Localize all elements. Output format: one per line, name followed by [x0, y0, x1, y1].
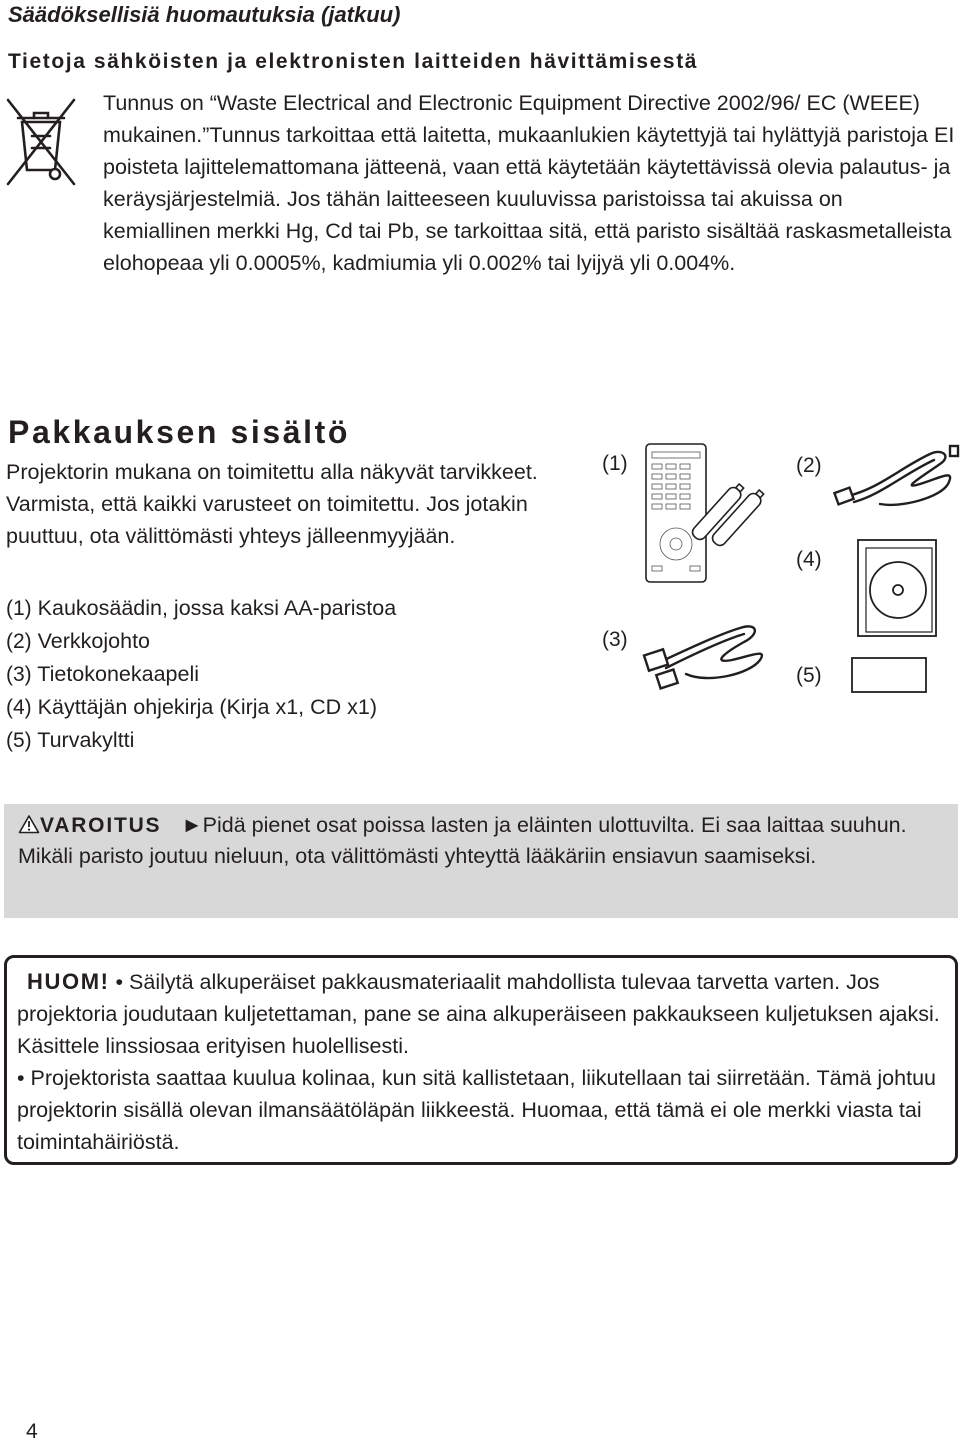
warning-arrow: ►: [181, 813, 203, 837]
list-item: (4) Käyttäjän ohjekirja (Kirja x1, CD x1): [6, 695, 378, 719]
warning-text: Pidä pienet osat poissa lasten ja eläinten ulottuvilta. Ei saa laittaa suuhun. Mikäli paristo joutuu nieluun, ota välittömästi yhteyttä lääkäriin ensiavun saamiseksi.: [18, 813, 907, 868]
remote-control-icon: [646, 444, 706, 582]
illustration-label-3: (3): [602, 628, 628, 651]
page-number: 4: [26, 1420, 38, 1443]
note-box: [4, 955, 958, 1165]
computer-cable-icon: [644, 626, 762, 688]
warning-box: [4, 804, 958, 918]
illustration-label-2: (2): [796, 454, 822, 477]
note-paragraph-1: [17, 966, 945, 1062]
power-cord-icon: [834, 446, 958, 505]
list-item: (2) Verkkojohto: [6, 629, 151, 653]
user-manual-cd-icon: [858, 540, 936, 636]
weee-heading: Tietoja sähköisten ja elektronisten laitteiden hävittämisestä: [8, 50, 699, 73]
warning-triangle-icon: [18, 814, 40, 834]
contents-intro: Projektorin mukana on toimitettu alla näkyvät tarvikkeet. Varmista, että kaikki varusteet on toimitettu. Jos jotakin puuttuu, ota välittömästi yhteys jälleenmyyjään.: [6, 460, 538, 548]
accessories-illustration: [600, 438, 960, 708]
illustration-label-1: (1): [602, 452, 628, 475]
list-item: (1) Kaukosäädin, jossa kaksi AA-paristoa: [6, 596, 397, 620]
contents-heading: Pakkauksen sisältö: [8, 414, 351, 450]
security-label-icon: [852, 658, 926, 692]
note-bullet-1: • Säilytä alkuperäiset pakkausmateriaalit mahdollista tulevaa tarvetta varten. Jos projektoria joudutaan kuljetettaman, pane se aina alkuperäiseen pakkaukseen kuljetuksen ajaksi. Käsittele linssiosaa erityisen huolellisesti.: [17, 970, 940, 1058]
contents-list: [6, 592, 396, 757]
illustration-label-4: (4): [796, 548, 822, 571]
warning-label: VAROITUS: [40, 814, 162, 837]
crossed-out-wheeled-bin-icon: [4, 96, 78, 188]
note-label: HUOM!: [27, 969, 110, 994]
note-bullet-2: • Projektorista saattaa kuulua kolinaa, kun sitä kallistetaan, liikutellaan tai siirretään. Tämä johtuu projektorin sisällä olevan ilmansäätöläpän liikkeestä. Huomaa, että tämä ei ole merkki viasta tai toimintahäiriöstä.: [17, 1066, 936, 1154]
list-item: (3) Tietokonekaapeli: [6, 662, 200, 686]
illustration-label-5: (5): [796, 664, 822, 687]
section-title: Säädöksellisiä huomautuksia (jatkuu): [8, 2, 401, 27]
weee-text: Tunnus on “Waste Electrical and Electronic Equipment Directive 2002/96/ EC (WEEE) mukainen.”Tunnus tarkoittaa että laitetta, mukaanlukien käytettyjä tai hylättyjä paristoja EI poisteta lajittelemattomana jätteenä, vaan että käytetään käytettävissä olevia palautus- ja keräysjärjestelmiä. Jos tähän laitteeseen kuuluvissa paristoissa tai akuissa on kemiallinen merkki Hg, Cd tai Pb, se tarkoittaa sitä, että paristo sisältää raskasmetalleista elohopeaa yli 0.0005%, kadmiumia yli 0.002% tai lyijyä yli 0.004%.: [103, 91, 955, 275]
list-item: (5) Turvakyltti: [6, 728, 135, 752]
